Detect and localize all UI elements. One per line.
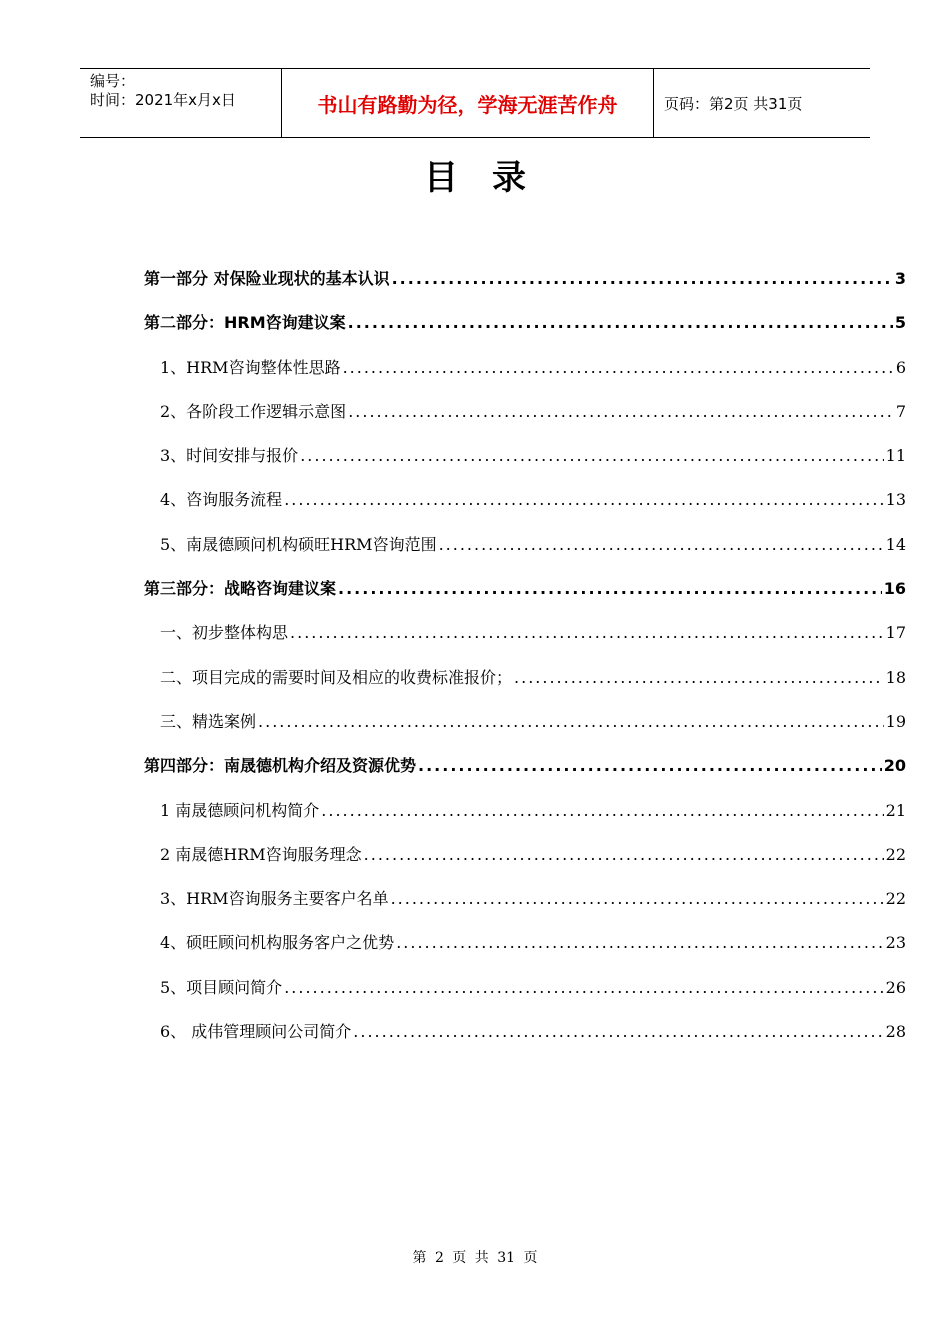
toc-dot-leader <box>343 353 894 383</box>
toc-entry-text: 4、硕旺顾问机构服务客户之优势 <box>160 933 395 953</box>
header-page-info: 页码：第2页 共31页 <box>664 94 803 113</box>
toc-dot-leader <box>348 397 894 427</box>
toc-entry-text: 6、 成伟管理顾问公司简介 <box>160 1022 352 1042</box>
header-motto: 书山有路勤为径，学海无涯苦作舟 <box>281 69 654 137</box>
toc-dot-leader <box>300 441 883 471</box>
toc-entry-text: 2、各阶段工作逻辑示意图 <box>160 401 347 421</box>
toc-entry[interactable] <box>144 264 906 308</box>
toc-dot-leader <box>364 840 884 870</box>
toc-page-number: 18 <box>885 667 906 687</box>
page-header <box>80 68 870 138</box>
toc-entry-text: 4、咨询服务流程 <box>160 490 283 510</box>
toc-page-number: 3 <box>894 269 906 288</box>
toc-entry-text: 3、时间安排与报价 <box>160 446 299 466</box>
toc-entry[interactable] <box>144 928 906 972</box>
toc-entry-text: 3、HRM咨询服务主要客户名单 <box>160 889 389 909</box>
toc-entry-text: 1 南晟德顾问机构简介 <box>160 800 320 820</box>
toc-page-number: 22 <box>885 844 906 864</box>
toc-dot-leader <box>338 574 882 604</box>
toc-page-number: 5 <box>894 313 906 333</box>
page-title: 目录 <box>424 158 560 198</box>
toc-entry[interactable] <box>144 353 906 397</box>
toc-entry[interactable] <box>144 441 906 485</box>
page-footer: 第 2 页 共 31 页 <box>412 1250 538 1266</box>
toc-page-number: 16 <box>883 579 906 599</box>
toc-entry[interactable] <box>144 751 906 795</box>
toc-entry-text: 二、项目完成的需要时间及相应的收费标准报价； <box>160 667 513 687</box>
toc-page-number: 22 <box>885 889 906 909</box>
toc-entry[interactable] <box>144 530 906 574</box>
toc-dot-leader <box>418 751 882 781</box>
toc-dot-leader <box>321 796 883 826</box>
toc-entry-text: 第三部分：战略咨询建议案 <box>144 579 337 599</box>
toc-dot-leader <box>514 663 884 693</box>
toc-entry-text: 第一部分 对保险业现状的基本认识 <box>144 269 390 288</box>
toc-entry-text: 第二部分：HRM咨询建议案 <box>144 313 346 333</box>
toc-dot-leader <box>284 973 883 1003</box>
table-of-contents <box>144 264 906 1061</box>
toc-entry[interactable] <box>144 397 906 441</box>
toc-entry-text: 第四部分：南晟德机构介绍及资源优势 <box>144 756 417 776</box>
toc-page-number: 20 <box>883 756 906 776</box>
toc-page-number: 6 <box>895 357 906 377</box>
toc-entry-text: 2 南晟德HRM咨询服务理念 <box>160 844 362 864</box>
toc-entry[interactable] <box>144 485 906 529</box>
toc-page-number: 17 <box>885 623 906 643</box>
toc-page-number: 7 <box>895 401 906 421</box>
toc-page-number: 26 <box>885 977 906 997</box>
toc-dot-leader <box>284 485 883 515</box>
toc-entry-text: 1、HRM咨询整体性思路 <box>160 357 341 377</box>
toc-entry[interactable] <box>144 973 906 1017</box>
toc-entry-text: 5、南晟德顾问机构硕旺HRM咨询范围 <box>160 534 437 554</box>
toc-dot-leader <box>353 1017 883 1047</box>
toc-dot-leader <box>348 308 893 338</box>
toc-entry[interactable] <box>144 796 906 840</box>
toc-entry[interactable] <box>144 707 906 751</box>
time-label: 时间：2021年x月x日 <box>90 91 236 109</box>
toc-page-number: 21 <box>885 800 906 820</box>
toc-entry[interactable] <box>144 840 906 884</box>
toc-dot-leader <box>290 618 884 648</box>
toc-entry[interactable] <box>144 884 906 928</box>
toc-entry-text: 5、项目顾问简介 <box>160 977 283 997</box>
toc-entry[interactable] <box>144 574 906 618</box>
toc-page-number: 13 <box>885 490 906 510</box>
toc-page-number: 11 <box>885 446 906 466</box>
toc-dot-leader <box>392 264 893 294</box>
toc-entry[interactable] <box>144 1017 906 1061</box>
toc-dot-leader <box>258 707 884 737</box>
toc-dot-leader <box>396 928 883 958</box>
toc-entry-text: 三、精选案例 <box>160 711 257 731</box>
toc-entry-text: 一、初步整体构思 <box>160 623 289 643</box>
toc-dot-leader <box>391 884 884 914</box>
header-meta <box>80 69 281 137</box>
toc-page-number: 23 <box>885 933 906 953</box>
toc-page-number: 28 <box>885 1022 906 1042</box>
number-label: 编号： <box>90 72 136 90</box>
toc-page-number: 19 <box>885 711 906 731</box>
toc-entry[interactable] <box>144 618 906 662</box>
toc-entry[interactable] <box>144 663 906 707</box>
toc-page-number: 14 <box>885 534 906 554</box>
toc-entry[interactable] <box>144 308 906 352</box>
toc-dot-leader <box>439 530 884 560</box>
